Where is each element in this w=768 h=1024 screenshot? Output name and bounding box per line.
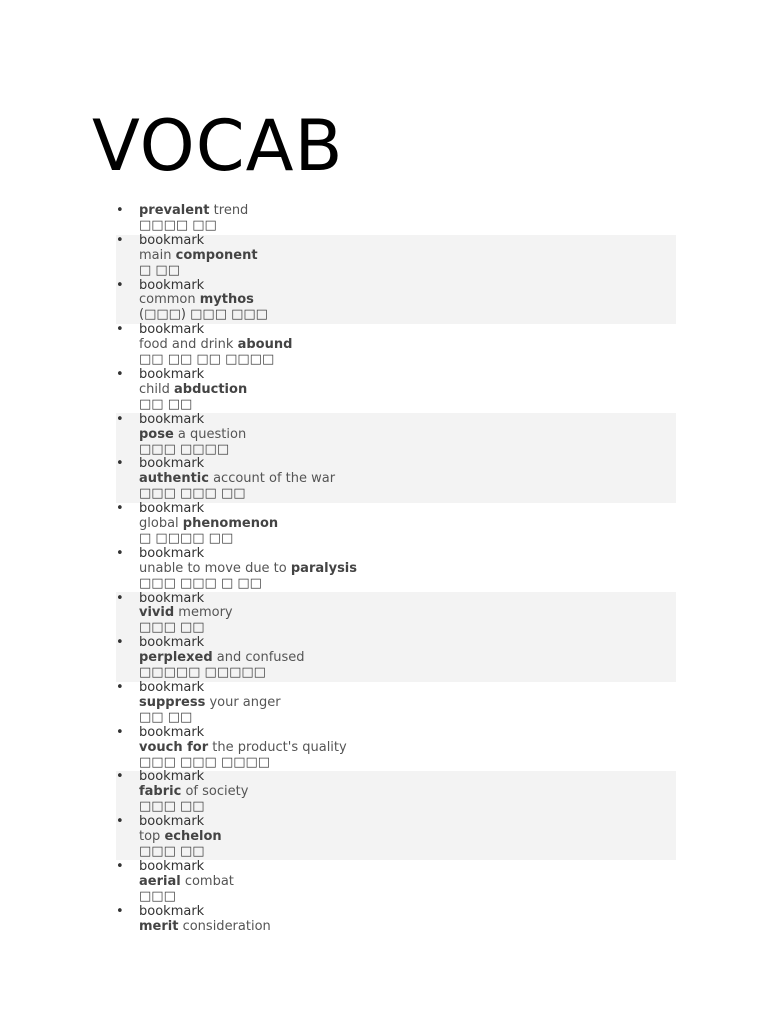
list-item [116, 858, 357, 905]
bullet-icon: • [116, 456, 124, 472]
bookmark-link[interactable]: bookmark [139, 501, 205, 517]
vocab-keyword: mythos [199, 292, 254, 308]
bookmark-link[interactable]: bookmark [139, 903, 205, 919]
vocab-translation: □□□ □□□ □ □□ [139, 575, 262, 591]
phrase-prefix: top [139, 829, 165, 845]
vocab-keyword: abduction [174, 381, 248, 397]
list-item [116, 590, 357, 637]
vocab-translation: (□□□) □□□ □□□ [139, 307, 268, 323]
list-item [116, 680, 357, 726]
bookmark-link[interactable]: bookmark [139, 232, 205, 248]
list-item [116, 277, 357, 324]
phrase-prefix: common [139, 292, 200, 308]
bullet-icon: • [116, 590, 124, 606]
bookmark-link[interactable]: bookmark [139, 545, 205, 561]
vocab-phrase [139, 204, 357, 219]
vocab-translation: □□□ □□ [139, 799, 205, 815]
vocab-keyword: vivid [139, 605, 175, 621]
phrase-suffix: consideration [178, 918, 271, 934]
vocab-translation: □□□□□ □□□□□ [139, 665, 266, 681]
vocab-phrase [139, 562, 357, 577]
list-item [116, 814, 357, 860]
vocab-keyword: abound [237, 337, 293, 353]
vocab-phrase [139, 517, 357, 532]
list-item [116, 501, 357, 547]
bookmark-link[interactable]: bookmark [139, 590, 205, 606]
phrase-suffix: combat [180, 873, 234, 889]
list-item [116, 203, 357, 234]
bookmark-link[interactable]: bookmark [139, 411, 205, 427]
vocab-phrase [139, 785, 357, 800]
bookmark-link[interactable]: bookmark [139, 769, 205, 785]
bullet-icon: • [116, 680, 124, 695]
phrase-suffix: the product's quality [208, 739, 347, 755]
bullet-icon: • [116, 277, 124, 293]
bullet-icon: • [116, 232, 124, 248]
bookmark-link[interactable]: bookmark [139, 814, 205, 830]
vocab-translation: □□□ [139, 888, 176, 904]
bullet-icon: • [116, 203, 124, 218]
bullet-icon: • [116, 411, 124, 427]
list-item [116, 366, 357, 413]
bookmark-link[interactable]: bookmark [139, 456, 205, 472]
bullet-icon: • [116, 635, 124, 651]
bullet-icon: • [116, 545, 124, 561]
phrase-suffix: of society [181, 784, 249, 800]
vocab-keyword: component [175, 247, 258, 263]
vocab-keyword: phenomenon [182, 516, 279, 532]
list-item [116, 724, 357, 771]
vocab-keyword: paralysis [290, 560, 357, 576]
vocab-phrase [139, 249, 357, 264]
vocab-translation: □□□□ □□ [139, 217, 217, 233]
vocab-phrase [139, 606, 357, 621]
list-item [116, 456, 357, 502]
bullet-icon: • [116, 858, 124, 874]
vocab-translation: □ □□□□ □□ [139, 530, 234, 546]
vocab-translation: □□□ □□□□ [139, 441, 230, 457]
vocab-translation: □□ □□ [139, 709, 193, 725]
phrase-suffix: your anger [205, 694, 281, 710]
vocab-phrase [139, 383, 357, 398]
vocab-keyword: fabric [139, 784, 182, 800]
bookmark-link[interactable]: bookmark [139, 635, 205, 651]
bullet-icon: • [116, 814, 124, 830]
vocab-phrase [139, 651, 357, 666]
vocab-keyword: authentic [139, 471, 209, 487]
vocab-keyword: perplexed [139, 650, 213, 666]
phrase-suffix: account of the war [208, 471, 336, 487]
bookmark-link[interactable]: bookmark [139, 366, 205, 382]
list-item [116, 545, 357, 592]
vocab-keyword: suppress [139, 694, 206, 710]
bookmark-link[interactable]: bookmark [139, 858, 205, 874]
vocab-keyword: vouch for [139, 739, 209, 755]
vocab-translation: □□□ □□ [139, 843, 205, 859]
vocab-translation: □□□ □□□ □□□□ [139, 754, 271, 770]
bookmark-link[interactable]: bookmark [139, 322, 205, 338]
page-title: VOCAB [92, 105, 344, 187]
vocab-translation: □□□ □□ [139, 620, 205, 636]
list-item [116, 232, 357, 279]
bullet-icon: • [116, 903, 124, 919]
bullet-icon: • [116, 769, 124, 785]
list-item [116, 903, 357, 935]
vocab-phrase [139, 472, 357, 487]
phrase-suffix: trend [209, 203, 249, 218]
list-item [116, 769, 357, 815]
vocab-phrase [139, 920, 357, 935]
vocab-translation: □□ □□ [139, 396, 193, 412]
vocab-phrase [139, 741, 357, 756]
phrase-prefix: food and drink [139, 337, 238, 353]
bullet-icon: • [116, 322, 124, 338]
list-item [116, 322, 357, 368]
vocab-translation: □ □□ [139, 262, 180, 278]
phrase-suffix: and confused [212, 650, 305, 666]
vocab-keyword: aerial [139, 873, 181, 889]
vocab-translation: □□ □□ □□ □□□□ [139, 352, 275, 368]
vocab-phrase [139, 875, 357, 890]
vocab-keyword: pose [139, 426, 174, 442]
list-item [116, 411, 357, 458]
list-item [116, 635, 357, 681]
bullet-icon: • [116, 724, 124, 740]
vocab-keyword: echelon [164, 829, 222, 845]
vocab-phrase [139, 428, 357, 443]
bullet-icon: • [116, 366, 124, 382]
bullet-icon: • [116, 501, 124, 517]
bookmark-link[interactable]: bookmark [139, 277, 205, 293]
phrase-suffix: a question [173, 426, 247, 442]
bookmark-link[interactable]: bookmark [139, 724, 205, 740]
vocab-phrase [139, 293, 357, 308]
bookmark-link[interactable]: bookmark [139, 680, 205, 695]
phrase-prefix: unable to move due to [139, 560, 291, 576]
vocab-phrase [139, 338, 357, 353]
vocab-keyword: prevalent [139, 203, 210, 218]
phrase-prefix: child [139, 381, 174, 397]
phrase-suffix: memory [174, 605, 233, 621]
vocab-translation: □□□ □□□ □□ [139, 486, 246, 502]
vocab-phrase [139, 696, 357, 711]
vocab-list [116, 203, 357, 934]
vocab-keyword: merit [139, 918, 179, 934]
phrase-prefix: global [139, 516, 183, 532]
phrase-prefix: main [139, 247, 176, 263]
vocab-phrase [139, 830, 357, 845]
